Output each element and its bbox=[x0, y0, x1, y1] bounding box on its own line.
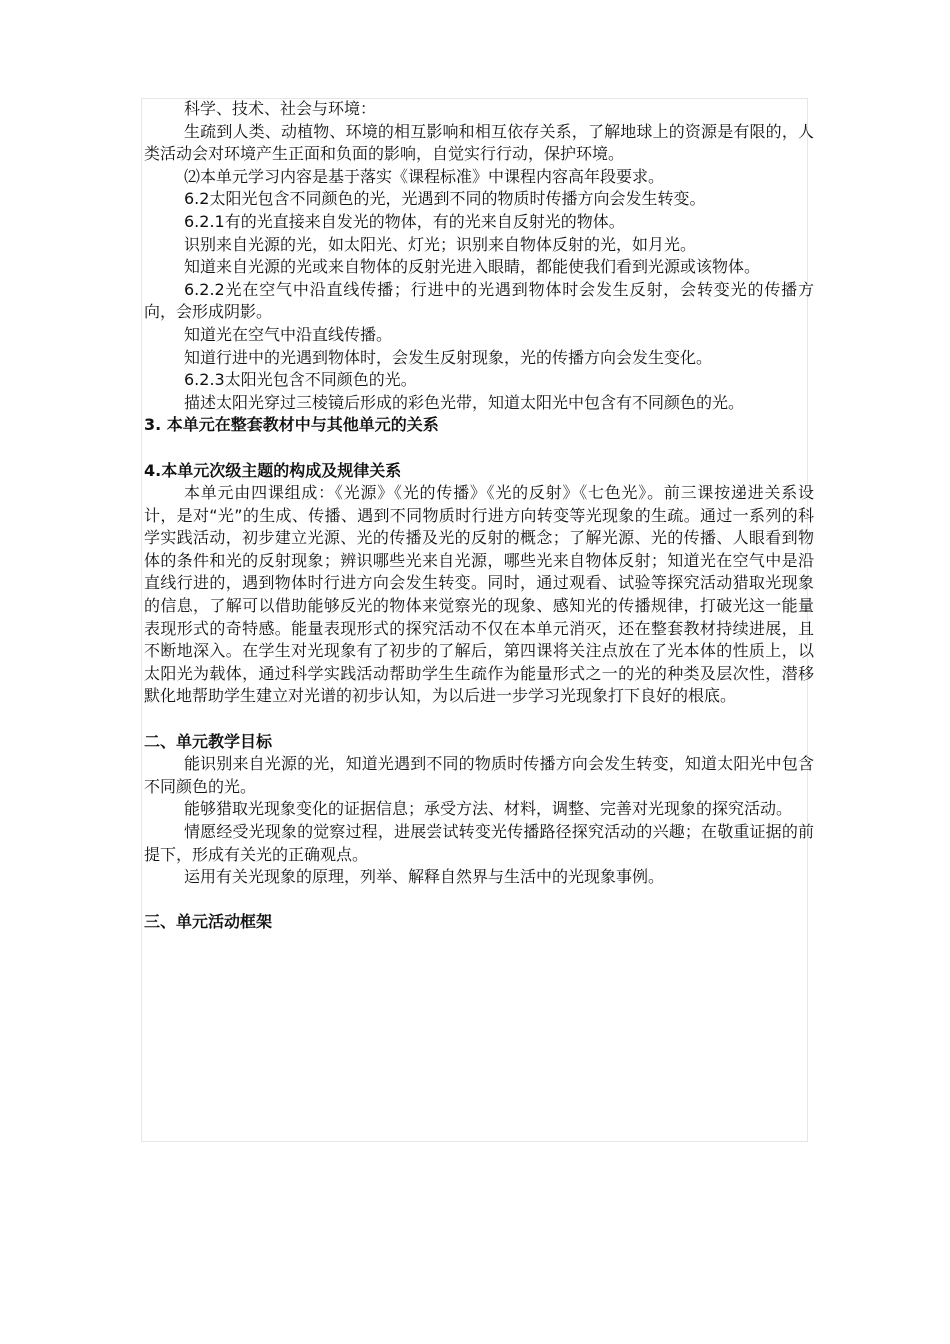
objectives-heading: 二、单元教学目标 bbox=[144, 731, 273, 751]
objective-item: 情愿经受光现象的觉察过程，进展尝试转变光传播路径探究活动的兴趣；在敬重证据的前提下，形成有关光的正确观点。 bbox=[144, 822, 814, 864]
section-4-heading: 4.本单元次级主题的构成及规律关系 bbox=[144, 460, 402, 480]
framework-heading: 三、单元活动框架 bbox=[144, 912, 273, 932]
section-4-body: 本单元由四课组成：《光源》《光的传播》《光的反射》《七色光》。前三课按递进关系设计，是对“光”的生成、传播、遇到不同物质时行进方向转变等光现象的生疏。通过一系列的科学实践活动，初步建立光源、光的传播及光的反射的概念；了解光源、光的传播、人眼看到物体的条件和光的反射现象；辨识哪些光来自光源，哪些光来自物体反射；知道光在空气中是沿直线行进的，遇到物体时行进方向会发生转变。同时，通过观看、试验等探究活动猎取光现象的信息，了解可以借助能够反光的物体来觉察光的现象、感知光的传播规律，打破光这一能量表现形式的奇特感。能量表现形式的探究活动不仅在本单元消灭，还在整套教材持续进展，且不断地深入。在学生对光现象有了初步的了解后，第四课将关注点放在了光本体的性质上，以太阳光为载体，通过科学实践活动帮助学生生疏作为能量形式之一的光的种类及层次性，潜移默化地帮助学生建立对光谱的初步认知，为以后进一步学习光现象打下良好的根底。 bbox=[144, 483, 814, 706]
objective-item: 运用有关光现象的原理，列举、解释自然界与生活中的光现象事例。 bbox=[184, 867, 665, 887]
sts-heading: 科学、技术、社会与环境： bbox=[184, 99, 377, 118]
standard-intro: ⑵本单元学习内容是基于落实《课程标准》中课程内容高年段要求。 bbox=[184, 166, 665, 186]
standard-6-2-1-a: 识别来自光源的光，如太阳光、灯光；识别来自物体反射的光，如月光。 bbox=[184, 234, 697, 254]
standard-6-2: 6.2太阳光包含不同颜色的光，光遇到不同的物质时传播方向会发生转变。 bbox=[184, 189, 706, 209]
standard-6-2-1: 6.2.1有的光直接来自发光的物体，有的光来自反射光的物体。 bbox=[184, 211, 625, 231]
standard-6-2-2-b: 知道行进中的光遇到物体时，会发生反射现象，光的传播方向会发生变化。 bbox=[184, 347, 713, 367]
document-content bbox=[144, 98, 814, 934]
objective-item: 能够猎取光现象变化的证据信息；承受方法、材料，调整、完善对光现象的探究活动。 bbox=[184, 799, 793, 819]
standard-6-2-3: 6.2.3太阳光包含不同颜色的光。 bbox=[184, 370, 417, 390]
section-3-heading: 3. 本单元在整套教材中与其他单元的关系 bbox=[144, 415, 439, 435]
sts-text: 生疏到人类、动植物、环境的相互影响和相互依存关系，了解地球上的资源是有限的，人类活动会对环境产生正面和负面的影响，自觉实行行动，保护环境。 bbox=[144, 121, 814, 164]
objective-item: 能识别来自光源的光，知道光遇到不同的物质时传播方向会发生转变，知道太阳光中包含不同颜色的光。 bbox=[144, 754, 814, 796]
standard-6-2-1-b: 知道来自光源的光或来自物体的反射光进入眼睛，都能使我们看到光源或该物体。 bbox=[184, 257, 761, 277]
standard-6-2-2: 6.2.2光在空气中沿直线传播；行进中的光遇到物体时会发生反射，会转变光的传播方向，会形成阴影。 bbox=[144, 279, 814, 322]
standard-6-2-2-a: 知道光在空气中沿直线传播。 bbox=[184, 324, 393, 344]
standard-6-2-3-a: 描述太阳光穿过三棱镜后形成的彩色光带，知道太阳光中包含有不同颜色的光。 bbox=[184, 392, 745, 412]
